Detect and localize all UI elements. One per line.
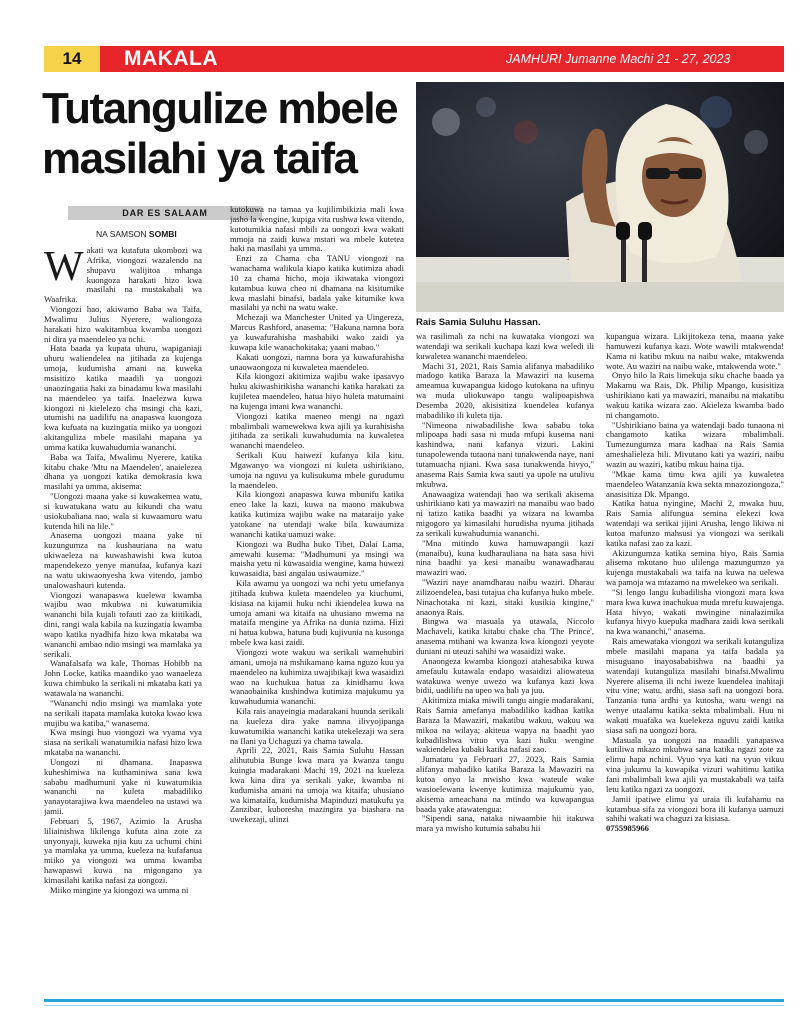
paragraph: "Ushirikiano baina ya watendaji bado tunaona ni changamoto katika wizara mbalimbali. Tumezungumza mara kadhaa na Rais Samia ameshalieleza hili. Mivutano kati ya waziri, naibu wazin au waziri, katibu mkuu haina tija. xyxy=(606,419,784,469)
paragraph: Kila kiongozi akitimiza wajibu wake ipasavyo huku akiwashirikisha wananchi katika harakati za kujiletea maendeleo, hatua hiyo huleta matumaini na kujenga imani kwa wananchi. xyxy=(230,371,404,411)
president-photo xyxy=(416,82,784,312)
paragraph: Viongozi katika maeneo mengi na ngazi mbalimbali wamewekwa kwa ajili ya kurahisisha jitihada za serikali kuwahudumia na kuwaletea wananchi maendeleo. xyxy=(230,410,404,451)
paragraph: Kila rais anayeingia madarakani huunda serikali na kueleza dira yake namna ilivyojipanga kuwatumikia wananchi katika utekelezaji wa sera na Ilani ya Uchaguzi ya chama tawala. xyxy=(230,706,404,746)
paragraph: Februari 5, 1967, Azimio la Arusha liliainishwa likilenga kufuta aina zote za unyonyaji, kuweka njia kuu za uchumi chini ya mamlaka ya umma, kueleza na kufafanua miiko ya viongozi wa umma kwamba hawapaswi kuwa na migongano ya kimasilahi katika nafasi za uongozi. xyxy=(44,815,202,885)
paragraph: Onyo hilo la Rais limekuja siku chache baada ya Makamu wa Rais, Dk. Philip Mpango, kusisitiza ushirikiano kati ya mawaziri, manaibu na makatibu wakuu katika wizara zao. Akieleza kwamba bado ni changamoto. xyxy=(606,370,784,420)
paragraph: Bingwa wa masuala ya utawala, Niccolo Machaveli, katika kitabu chake cha 'The Prince', anasema mtihani wa kwanza kwa kiongozi yeyote duniani ni uteuzi sahihi wa wasaidizi wake. xyxy=(416,616,594,656)
paragraph: "Mkae kama timu kwa ajili ya kuwaletea maendeleo Watanzania kwa sekta mnazoziongoza," anasisitiza Dk. Mpango. xyxy=(606,468,784,499)
dateline: DAR ES SALAAM xyxy=(122,208,208,218)
paragraph: Kila awamu ya uongozi wa nchi yetu umefanya jitihada kubwa kuleta maendeleo ya kiuchumi, kisiasa na kijamii huku nchi ikiendelea kuwa na umoja amani wa kitaifa na uhusiano mwema na mataifa mengine ya Afrika na dunia nzima. Hizi ni hatua kubwa, hatuna budi kujivunia na kusonga mbele kwa kasi zaidi. xyxy=(230,578,404,648)
paragraph: Viongozi hao, akiwamo Baba wa Taifa, Mwalimu Julius Nyerere, waliongoza harakati hizo wakitambua kwamba uongozi ni dira ya maendeleo ya nchi. xyxy=(44,304,202,344)
paragraph: Anawaagiza watendaji hao wa serikali akisema ushirikiano kati ya mawaziri na manaibu wao bado ni tatizo katika baadhi ya wizara na kwamba migogoro ya kimasilahi hurudisha nyuma jitihada za serikali kuwahudumia wananchi. xyxy=(416,488,594,538)
paragraph: Hata baada ya kupata uhuru, wapiganiaji uhuru waliendelea na jitihada za kujenga umoja, kudumisha amani na kuweka msisitizo katika maadili ya uongozi unaozingatia haki za binadamu kwa masilahi na maendeleo ya taifa. Inaelezwa kuwa kiongozi ni kielelezo cha msingi cha kazi, utumishi na uadilifu na anapaswa kuongoza kwa kufuata na kuzingatia miiko ya uongozi akitanguliza mbele masilahi mapana ya umma katika kuwahudumia wananchi. xyxy=(44,343,202,452)
paragraph: Kiongozi wa Budha huko Tibet, Dalai Lama, amewahi kusema: "Madhumuni ya msingi wa maisha yetu ni kuwasaidia wengine, kama huwezi kuwasaidia, basi angalau usiwaumize." xyxy=(230,538,404,579)
paragraph: wa rasilimali za nchi na kuwataka viongozi wa watendaji wa serikali kuchapa kazi kwa weledi ili kuwaletea wananchi maendeleo. xyxy=(416,332,594,361)
headline: Tutangulize mbele masilahi ya taifa xyxy=(42,84,398,183)
paragraph: Masuala ya uongozi na maadili yanapaswa kutiliwa mkazo mkubwa sana katika ngazi zote za elimu hapa nchini. Vyuo vya kati na vyuo vikuu vina jukumu la kuwapika vizuri wahitimu katika fani mbalimbali kwa ajili ya mustakabali wa taifa letu katika ngazi za uongozi. xyxy=(606,734,784,794)
paragraph: Akizungumza katika semina hiyo, Rais Samia alisema mkutano huo ulilenga mazungumzo ya kujenga mustakabali wa taifa na kuwa na uelewa wa pamoja wa mtazamo na mwelekeo wa serikali. xyxy=(606,547,784,588)
article-column-4 xyxy=(606,332,784,992)
dropcap: W xyxy=(44,246,84,290)
paragraph: Aprili 22, 2021, Rais Samia Suluhu Hassan alihutubia Bunge kwa mara ya kwanza tangu kuingia madarakani Machi 19, 2021 na kueleza kwa kina dira ya serikali yake, kwamba ni kudumisha amani na umoja wa kitaifa; uhusiano wa kimataifa, kudumisha Mapinduzi matukufu ya Zanzibar, kuboresha mazingira ya biashara na uwekezaji, ulinzi xyxy=(230,745,404,825)
photo-caption: Rais Samia Suluhu Hassan. xyxy=(416,317,541,328)
paragraph: Katika hatua nyingine, Machi 2, mwaka huu, Rais Samia alifungua semina elekezi kwa watendaji wa serikai jijini Arusha, lengo likiwa ni kutoa mafunzo mahsusi ya viongozi wa serikali katika nafasi zao za kazi. xyxy=(606,498,784,548)
paragraph: Viongozi wanapaswa kuelewa kwamba wajibu wao mkubwa ni kuwatumikia wananchi bila kujali tofauti zao za kiitikadi, dini, rangi wala kabila na kuzingatia kwamba wapo katika nyadhifa hizo kwa mkataba wa wananchi ambao ndio msingi wa mamlaka ya serikali. xyxy=(44,589,202,659)
issue-info: JAMHURI Jumanne Machi 21 - 27, 2023 xyxy=(506,52,731,66)
paragraph: Anaongeza kwamba kiongozi atahesabika kuwa amefaulu kutawala endapo wasaidizi aliowateua watakuwa wenye uwezo wa kufanya kazi kwa bidii, uadilifu na upeo wa hali ya juu. xyxy=(416,655,594,696)
paragraph: Jamii ipatiwe elimu ya uraia ili kufahamu na kutambua sifa za viongozi bora ili kufanya uamuzi sahihi wakati wa chaguzi za kisiasa. xyxy=(606,793,784,824)
paragraph: Viongozi wote wakuu wa serikali wamehubiri amani, umoja na mshikamano kama nguzo kuu ya maendeleo na kuhimiza uwajibikaji kwa wasaidizi wao na kuchukua hatua za kinidhamu kwa wanaobainika kushindwa kutimiza majukumu ya kuwahudumia wananchi. xyxy=(230,646,404,707)
paragraph: "Waziri naye anamdharau naibu waziri. Dharau zilizoendelea, basi tutajua cha kufanya huko mbele. Ninachotaka ni kazi, sitaki kusikia kingine," anaonya Rais. xyxy=(416,577,594,617)
paragraph: "Sipendi sana, nataka niwaambie hii itakuwa mara ya mwisho kutumia sababu hii xyxy=(416,813,594,834)
footer-rule-thin xyxy=(44,1005,784,1006)
paragraph: kupangua wizara. Likijitokeza tena, maana yake hamuwezi kufanya kazi. Wote wawili mtakwenda! Kama ni katibu mkuu na naibu wake, mtakwenda wote. Au waziri na naibu wake, mtakwenda wote." xyxy=(606,332,784,371)
byline xyxy=(96,229,177,239)
page-margin xyxy=(0,0,800,40)
paragraph: Kila kiongozi anapaswa kuwa mbunifu katika eneo lake la kazi, kuwa na maono makubwa katika kutimiza wajibu wake na mataraijo yake yatokane na utendaji wake bila kuwaumiza wananchi katika uamuzi wake. xyxy=(230,489,404,539)
paragraph: Machi 31, 2021, Rais Samia alifanya mabadiliko madogo katika Baraza la Mawaziri na kusema ameamua kuwapangua kidogo kutokana na ufinyu wa muda uliokuwapo tangu walipoapishwa Desemba 2020, akisisitiza kuendelea kufanya mabadiliko ili kuleta tija. xyxy=(416,360,594,420)
paragraph: Wanafalsafa wa kale, Thomas Hobibb na John Locke, katika maandiko yao wanaeleza kuwa chimbuko la serikali ni mkataba kati ya watawala na wananchi. xyxy=(44,658,202,698)
paragraph: Akitimiza miaka miwili tangu aingie madarakani, Rais Samia amefanya mabadiliko kadhaa katika Baraza la Mawaziri, makatibu wakuu, wakuu wa mikoa na wilaya; akiteua wapya na baadhi yao kubadilishwa vituo vya kazi huku wengine wakiendelea kubaki katika nafasi zao. xyxy=(416,695,594,755)
byline-prefix: NA SAMSON xyxy=(96,229,147,239)
paragraph: Miiko mingine ya kiongozi wa umma ni xyxy=(50,884,189,895)
page-number: 14 xyxy=(44,46,100,72)
paragraph: Uongozi ni dhamana. Inapaswa kuheshimiwa na kuthaminiwa sana kwa sababu madhumuni yake ni kuwatumikia wananchi na kuleta mabadiliko yanayotarajiwa kwa maendeleo na ustawi wa jamii. xyxy=(44,756,202,817)
paragraph: "Uongozi maana yake si kuwakemea watu, si kuwatukana watu au kikundi cha watu usiokubaliana nao, wala si kuwaamuru watu kutenda hili na lile." xyxy=(44,491,202,531)
paragraph: "Mna mitindo kuwa hamuwapangii kazi (manaibu), kuna kudharauliana na hata sasa hivi nina baadhi ya kesi manaibu wanawadharau mawaziri wao. xyxy=(416,537,594,578)
paragraph: kutokuwa na tamaa ya kujilimbikizia mali kwa jasho la wengine, kupiga vita rushwa kwa vitendo, kutotumikia nafasi mbili za uongozi kwa wakati mmoja na zaidi kuwa mstari wa mbele kutetea haki na masilahi ya umma. xyxy=(230,205,404,254)
byline-name: SOMBI xyxy=(148,229,177,239)
author-phone: 0755985966 xyxy=(606,823,649,834)
paragraph: "Si lengo langu kubadilisha viongozi mara kwa mara kwa kuwa inachukua muda mrefu kuwajenga. Hata hivyo, wakati mwingine ninalazimika kufanya hivyo kuepuka madhara zaidi kwa serikali na kwa wananchi," anasema. xyxy=(606,586,784,637)
section-title: MAKALA xyxy=(124,47,218,70)
paragraph: Kwa msingi huo viongozi wa vyama vya siasa na serikali wanatumikia nafasi hizo kwa mkataba na wananchi. xyxy=(44,727,202,758)
article-column-1 xyxy=(44,246,202,992)
footer-rule xyxy=(44,999,784,1002)
paragraph: Jumatatu ya Februari 27, 2023, Rais Samia alifanya mabadiko katika Baraza la Mawaziri na kutoa onyo la mwisho kwa wateule wake wasioelewana kwenye kutimiza majukumu yao, akisema ameachana na mtindo wa kuwapangua baada yake atawatengua: xyxy=(416,754,594,814)
paragraph: Serikali Kuu haiwezi kufanya kila kitu. Mgawanyo wa viongozi ni kuleta ushirikiano, umoja na nguvu ya kulisukuma mbele gurudumu la maendeleo. xyxy=(230,450,404,490)
paragraph: "Wananchi ndio msingi wa mamlaka yote na serikali itapata mamlaka kutoka kwao kwa mujibu wa katiba," wanasema. xyxy=(44,697,202,728)
paragraph: Kakati uongozi, namna bora ya kuwafurahisha unaowaongoza ni kuwaletea maendeleo. xyxy=(230,351,404,372)
article-column-3 xyxy=(416,332,594,992)
paragraph: Mchezaji wa Manchester United ya Uingereza, Marcus Rashford, anasema: "Hakuna namna bora ya kuwafurahisha mashabiki wako zaidi ya kuwapa kile wanachokitaka; yaani mabao." xyxy=(230,312,404,352)
paragraph: Wakati wa kutafuta ukombozi wa Afrika, viongozi wazalendo na shupavu walijitoa mhanga kuongoza harakati hizo kwa masilahi na mustakabali wa Waafrika. xyxy=(44,246,202,305)
paragraph: Rais amewataka viongozi wa serikali kutanguliza mbele masilahi mapana ya taifa badala ya misuguano inayosababishwa na baadhi ya watendaji kutanguliza masilahi binafsi.Mwalimu Nyerere alisema ili nchi iweze kuendelea inahitaji vitu vine; watu, ardhi, siasa safi na uongozi bora. Tanzania tuna ardhi ya kutosha, watu wengi na wenye utaalamu katika sekta mbalimbali. Huu ni wakati muafaka wa kuelekeza nguvu zaidi katika siasa safi na uongozi bora. xyxy=(606,636,784,735)
paragraph: "Nimeona niwabadilishe kwa sababu toka mlipoapa hadi sasa ni muda mfupi kusema nani kashindwa, nani kafanya vizuri. Lakini tunapolewenda tutaona nani tunakwenda naye, nani tutamuacha njiani. Kwa sasa tunakwenda hivyo," anasema Rais Samia kwa sauti ya upole na utulivu mkubwa. xyxy=(416,419,594,489)
paragraph: Enzi za Chama cha TANU viongozi na wanachama walikula kiapo katika kutimiza ahadi 10 za chama hicho, moja ikiwataka viongozi kutambua kuwa cheo ni dhamana na kisitumike kwa maslahi binafsi, badala yake kitumike kwa masilahi ya nchi na watu wake. xyxy=(230,253,404,313)
article-column-2 xyxy=(230,205,404,992)
paragraph: Baba wa Taifa, Mwalimu Nyerere, katika kitabu chake 'Mtu na Maendeleo', anaielezea dhana ya uongozi katika demokrasia kwa masilahi ya umma, akisema: xyxy=(44,451,202,492)
paragraph: Anasema uongozi maana yake ni kuzungumza na kushauriana na watu ukiwaeleza na kuwashawishi kwa kutoa mapendekezo yenye manufaa, kufanya kazi na watu ukiwaonyesha kwa vitendo, jambo unalowashauri kutenda. xyxy=(44,530,202,590)
